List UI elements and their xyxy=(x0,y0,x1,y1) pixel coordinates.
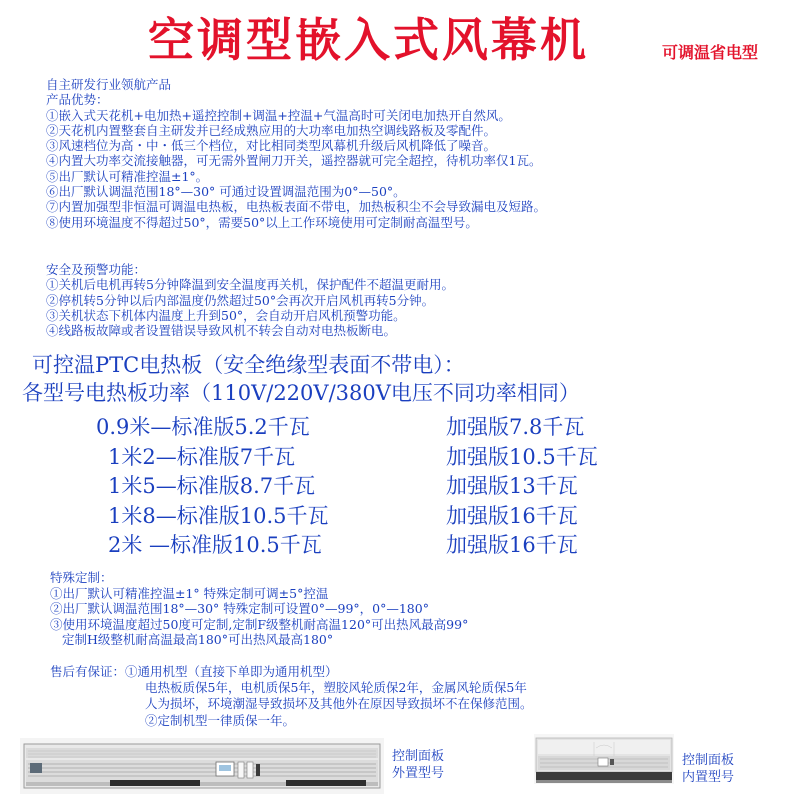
warranty-section xyxy=(50,664,533,729)
standard-power-item: 2米 —标准版10.5千瓦 xyxy=(108,533,322,557)
page-title: 空调型嵌入式风幕机 xyxy=(148,13,589,67)
external-label-line: 控制面板 xyxy=(392,749,445,764)
advantage-item: ⑧使用环境温度不得超过50°，需要50°以上工作环境使用可定制耐高温型号。 xyxy=(46,214,478,230)
warranty-line: ②定制机型一律质保一年。 xyxy=(145,712,296,728)
advantage-item: ③风速档位为高・中・低三个档位，对比相同类型风幕机升级后风机降低了噪音。 xyxy=(46,138,497,154)
standard-power-item: 1米8—标准版10.5千瓦 xyxy=(108,503,329,528)
custom-heading: 特殊定制： xyxy=(50,570,113,585)
standard-power-item: 0.9米—标准版5.2千瓦 xyxy=(96,415,310,439)
external-panel-label xyxy=(392,748,444,782)
internal-panel-unit-photo xyxy=(534,734,674,784)
advantages-heading: 产品优势： xyxy=(46,92,109,108)
advantage-item: ①嵌入式天花机+电加热+遥控控制+调温+控温+气温高时可关闭电加热开自然风。 xyxy=(46,107,511,123)
advantage-item: ⑦内置加强型非恒温可调温电热板，电热板表面不带电，加热板积尘不会导致漏电及短路。 xyxy=(46,199,547,215)
standard-power-item: 1米2—标准版7千瓦 xyxy=(108,444,296,469)
warranty-line: 人为损坏，环境潮湿导致损坏及其他外在原因导致损坏不在保修范围。 xyxy=(145,696,533,712)
warranty-line xyxy=(50,664,533,680)
custom-section xyxy=(50,570,468,648)
standard-power-item: 1米5—标准版8.7千瓦 xyxy=(108,474,316,498)
enhanced-power-item: 加强版16千瓦 xyxy=(446,533,578,557)
custom-item: ③使用环境温度超过50度可定制,定制F级整机耐高温120°可出热风最高99° xyxy=(50,616,469,632)
internal-label-line: 控制面板 xyxy=(682,753,735,768)
advantage-item: ⑥出厂默认调温范围18°—30° 可通过设置调温范围为0°—50°。 xyxy=(46,184,406,200)
enhanced-power-item: 加强版7.8千瓦 xyxy=(446,415,585,439)
heater-power-heading: 各型号电热板功率（110V/220V/380V电压不同功率相同） xyxy=(22,381,580,405)
advantage-item: ④内置大功率交流接触器，可无需外置闸刀开关，遥控器就可完全超控，待机功率仅1瓦。 xyxy=(46,153,542,169)
enhanced-power-item: 加强版13千瓦 xyxy=(446,474,578,498)
enhanced-power-item: 加强版10.5千瓦 xyxy=(446,444,598,469)
enhanced-power-item: 加强版16千瓦 xyxy=(446,503,578,528)
internal-label-line: 内置型号 xyxy=(682,770,735,785)
safety-section xyxy=(46,262,454,338)
warranty-general: ①通用机型（直接下单即为通用机型） xyxy=(125,664,338,679)
advantages-section xyxy=(46,77,546,230)
warranty-heading: 售后有保证： xyxy=(50,664,126,679)
custom-item: ②出厂默认调温范围18°—30° 特殊定制可设置0°—99°，0°—180° xyxy=(50,601,429,617)
heater-heading: 可控温PTC电热板（安全绝缘型表面不带电）： xyxy=(32,353,465,377)
page-subtitle: 可调温省电型 xyxy=(662,43,759,62)
tagline: 自主研发行业领航产品 xyxy=(46,77,172,92)
external-panel-unit-photo xyxy=(20,738,384,794)
custom-item: ①出厂默认可精准控温±1° 特殊定制可调±5°控温 xyxy=(50,585,329,601)
enhanced-power-list xyxy=(446,413,598,561)
safety-item: ④线路板故障或者设置错误导致风机不转会自动对电热板断电。 xyxy=(46,323,397,339)
custom-item: 定制H级整机耐高温最高180°可出热风最高180° xyxy=(62,632,334,648)
safety-item: ③关机状态下机体内温度上升到50°，会自动开启风机预警功能。 xyxy=(46,307,406,323)
external-label-line: 外置型号 xyxy=(392,766,445,781)
internal-panel-label xyxy=(682,752,734,786)
standard-power-list xyxy=(96,413,328,561)
safety-item: ②停机转5分钟以后内部温度仍然超过50°会再次开启风机再转5分钟。 xyxy=(46,292,435,308)
advantage-item: ②天花机内置整套自主研发并已经成熟应用的大功率电加热空调线路板及零配件。 xyxy=(46,122,497,138)
advantage-item: ⑤出厂默认可精准控温±1°。 xyxy=(46,168,209,184)
safety-item: ①关机后电机再转5分钟降温到安全温度再关机，保护配件不超温更耐用。 xyxy=(46,277,454,293)
warranty-line: 电热板质保5年，电机质保5年，塑胶风轮质保2年，金属风轮质保5年 xyxy=(145,680,527,696)
safety-heading: 安全及预警功能： xyxy=(46,262,147,277)
